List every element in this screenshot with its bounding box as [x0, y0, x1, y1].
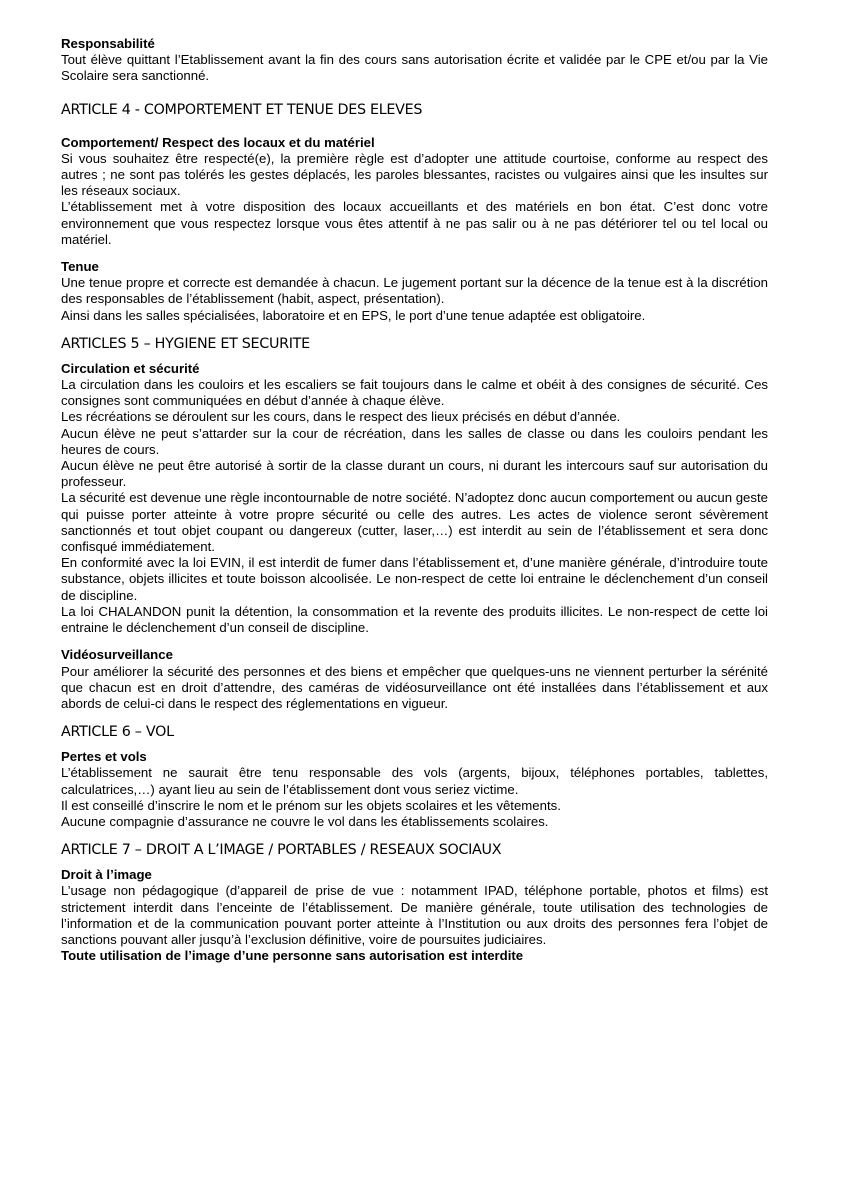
paragraph: L’établissement met à votre disposition des locaux accueillants et des matériels en bon état. C’est donc votre environnement que vous respectez lorsque vous êtes attentif à ne pas salir ou à ne pas détériorer tel ou tel local ou matériel. [61, 199, 768, 247]
subheading-pertes: Pertes et vols [61, 749, 147, 765]
subheading-videosurveillance: Vidéosurveillance [61, 647, 173, 663]
paragraph: Aucun élève ne peut s’attarder sur la cour de récréation, dans les salles de classe ou dans les couloirs pendant les heures de cours. [61, 425, 768, 457]
paragraph: Les récréations se déroulent sur les cours, dans le respect des lieux précisés en début d’année. [61, 409, 621, 425]
paragraph: La circulation dans les couloirs et les escaliers se fait toujours dans le calme et obéit à des consignes de sécurité. Ces consignes sont communiquées en début d’année à chaque élève. [61, 377, 768, 409]
subheading-circulation: Circulation et sécurité [61, 360, 200, 376]
paragraph: Pour améliorer la sécurité des personnes et des biens et empêcher que quelques-uns ne viennent perturber la sérénité que chacun est en droit d’attendre, des caméras de vidéosurveillance ont été installées dans l’établissement et aux abords de celui-ci dans le respect des réglementations en vigueur. [61, 663, 768, 711]
paragraph: Ainsi dans les salles spécialisées, laboratoire et en EPS, le port d’une tenue adaptée est obligatoire. [61, 307, 646, 323]
paragraph: Aucun élève ne peut être autorisé à sortir de la classe durant un cours, ni durant les intercours sauf sur autorisation du professeur. [61, 458, 768, 490]
article-7-heading: ARTICLE 7 – DROIT A L’IMAGE / PORTABLES / RESEAUX SOCIAUX [61, 842, 502, 859]
paragraph: Tout élève quittant l’Etablissement avant la fin des cours sans autorisation écrite et validée par le CPE et/ou par la Vie Scolaire sera sanctionné. [61, 52, 768, 84]
paragraph: L’usage non pédagogique (d’appareil de prise de vue : notamment IPAD, téléphone portable, photos et films) est strictement interdit dans l’enceinte de l’établissement. De manière générale, toute utilisation des technologies de l’information et de la communication pouvant porter atteinte à l’Institution ou aux droits des personnes fera l’objet de sanctions pouvant aller jusqu’à l’exclusion définitive, voire de poursuites judiciaires. [61, 883, 768, 947]
paragraph: Aucune compagnie d’assurance ne couvre le vol dans les établissements scolaires. [61, 813, 549, 829]
article-4-heading: ARTICLE 4 - COMPORTEMENT ET TENUE DES ELEVES [61, 101, 423, 118]
paragraph: La sécurité est devenue une règle incontournable de notre société. N’adoptez donc aucun comportement ou aucun geste qui puisse porter atteinte à votre propre sécurité ou celle des autres. Les actes de violence seront sévèrement sanctionnés et tout objet coupant ou dangereux (cutter, laser,…) est interdit au sein de l’établissement et sera donc confisqué immédiatement. [61, 490, 768, 555]
paragraph: L’établissement ne saurait être tenu responsable des vols (argents, bijoux, téléphones portables, tablettes, calculatrices,…) ayant lieu au sein de l’établissement dont vous seriez victime. [61, 765, 768, 797]
paragraph: Il est conseillé d’inscrire le nom et le prénom sur les objets scolaires et les vêtements. [61, 797, 561, 813]
article-5-heading: ARTICLES 5 – HYGIENE ET SECURITE [61, 335, 310, 352]
subheading-droit-image: Droit à l’image [61, 867, 152, 883]
article-6-heading: ARTICLE 6 – VOL [61, 724, 174, 741]
paragraph: Une tenue propre et correcte est demandée à chacun. Le jugement portant sur la décence de la tenue est à la discrétion des responsables de l’établissement (habit, aspect, présentation). [61, 275, 768, 307]
closing-statement: Toute utilisation de l’image d’une personne sans autorisation est interdite [61, 948, 524, 964]
paragraph: En conformité avec la loi EVIN, il est interdit de fumer dans l’établissement et, d’une manière générale, d’introduire toute substance, objets illicites et toute boisson alcoolisée. Le non-respect de cette loi entraine le déclenchement d’un conseil de discipline. [61, 555, 768, 603]
subheading-comportement: Comportement/ Respect des locaux et du matériel [61, 134, 375, 150]
subheading-responsabilite: Responsabilité [61, 36, 155, 51]
paragraph: La loi CHALANDON punit la détention, la consommation et la revente des produits illicites. Le non-respect de cette loi entraine le déclenchement d’un conseil de discipline. [61, 603, 768, 636]
document-page [61, 36, 768, 964]
subheading-tenue: Tenue [61, 259, 99, 275]
paragraph: Si vous souhaitez être respecté(e), la première règle est d’adopter une attitude courtoise, conforme au respect des autres ; ne sont pas tolérés les gestes déplacés, les paroles blessantes, racistes ou vulgaires ainsi que les insultes sur les réseaux sociaux. [61, 150, 768, 199]
